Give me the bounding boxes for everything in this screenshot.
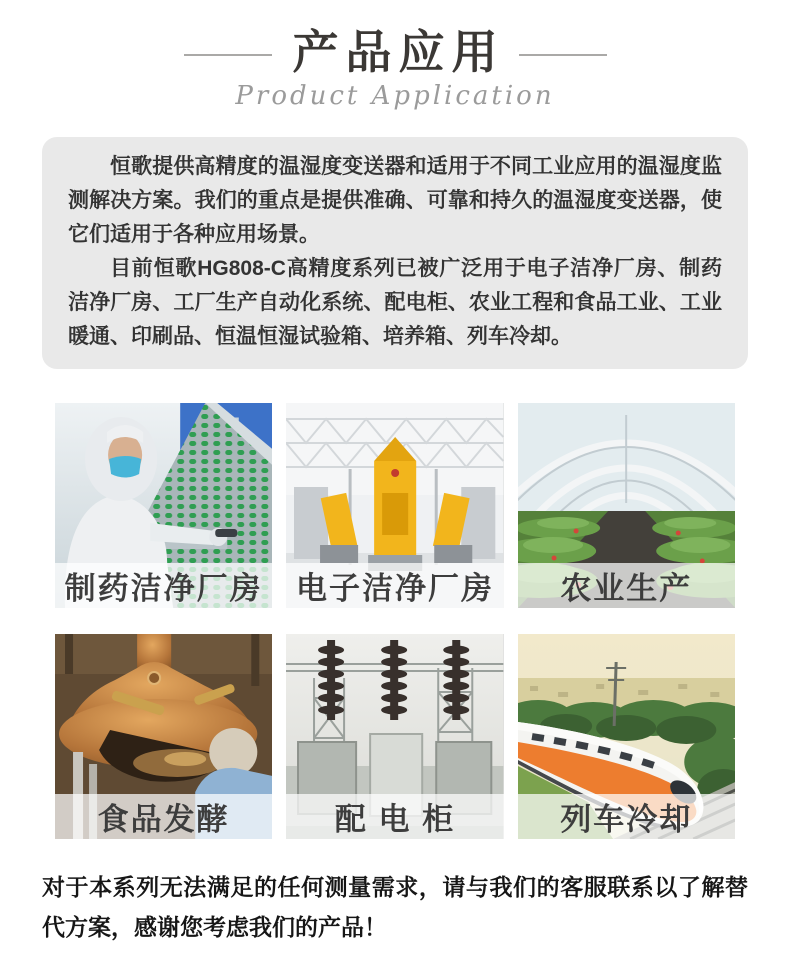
application-card-agriculture [518, 403, 735, 608]
section-header [0, 0, 790, 111]
page-subtitle: Product Application [235, 80, 555, 111]
application-caption: 电子洁净厂房 [286, 563, 503, 608]
application-caption: 制药洁净厂房 [55, 563, 272, 608]
title-divider-right [519, 54, 607, 56]
intro-box [42, 137, 748, 369]
footer-note: 对于本系列无法满足的任何测量需求，请与我们的客服联系以了解替代方案，感谢您考虑我们的产品！ [42, 873, 748, 940]
title-divider-left [184, 54, 272, 56]
application-card-train [518, 634, 735, 839]
application-card-pharma [55, 403, 272, 608]
title-row [0, 0, 790, 79]
page-title: 产品应用 [292, 26, 505, 78]
application-card-electronics [286, 403, 503, 608]
intro-paragraph-2: 目前恒歌HG808-C高精度系列已被广泛用于电子洁净厂房、制药洁净厂房、工厂生产自动化系统、配电柜、农业工程和食品工业、工业暖通、印刷品、恒温恒湿试验箱、培养箱、列车冷却。 [68, 256, 722, 348]
application-caption: 农业生产 [518, 563, 735, 608]
application-card-fermentation [55, 634, 272, 839]
application-caption: 食品发酵 [55, 794, 272, 839]
application-caption: 配 电 柜 [286, 794, 503, 839]
application-card-power [286, 634, 503, 839]
application-caption: 列车冷却 [518, 794, 735, 839]
intro-paragraph-1: 恒歌提供高精度的温湿度变送器和适用于不同工业应用的温湿度监测解决方案。我们的重点是提供准确、可靠和持久的温湿度变送器，使它们适用于各种应用场景。 [68, 154, 722, 246]
application-grid [55, 403, 735, 839]
